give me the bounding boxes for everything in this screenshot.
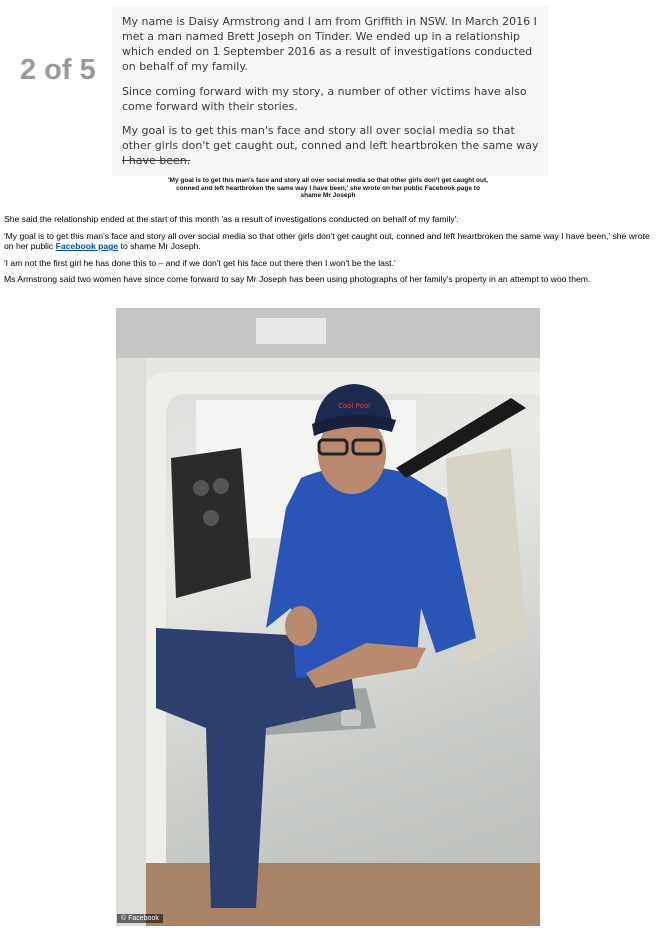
article-paragraph-2-start: 'My goal is to get this man's face and story all over social media so that other girls don't get caught out, conned and left heartbroken the same way I have been,' she wrote on her public <box>4 230 650 252</box>
wristwatch <box>341 710 361 726</box>
thumbs-up-hand <box>285 606 317 646</box>
image-caption: 'My goal is to get this man's face and story all over social media so that other girls don't get caught out, conned and left heartbroken the same way I have been,' she wrote on her public Facebook page to shame Mr Joseph <box>168 177 488 200</box>
post-paragraph-3 <box>122 123 542 168</box>
door-frame-left <box>116 358 146 926</box>
gauge-3 <box>203 510 219 526</box>
post-paragraph-3-main: My goal is to get this man's face and story all over social media so that other girls don't get caught out, conned and left heartbroken the same way <box>122 124 539 152</box>
cap-logo: Cool Pool <box>337 402 371 410</box>
article-photo <box>116 308 540 926</box>
facebook-page-link[interactable]: Facebook page <box>55 241 119 252</box>
article-paragraph-2-end: to shame Mr Joseph. <box>118 241 201 252</box>
facebook-post-screenshot <box>112 6 548 176</box>
article-paragraph-1: She said the relationship ended at the start of this month 'as a result of investigations conducted on behalf of my family'. <box>4 214 459 224</box>
photo-illustration <box>116 308 540 926</box>
hangar-floor <box>146 863 540 926</box>
article-paragraph-4: Ms Armstrong said two women have since come forward to say Mr Joseph has been using photographs of her family's property in an attempt to woo them. <box>4 274 591 285</box>
gauge-2 <box>213 478 229 494</box>
photo-credit: © Facebook <box>117 914 163 923</box>
gauge-1 <box>193 480 209 496</box>
post-paragraph-1: My name is Daisy Armstrong and I am from Griffith in NSW. In March 2016 I met a man named Brett Joseph on Tinder. We ended up in a relationship which ended on 1 September 2016 as a result of investigations conducted on behalf of my family. <box>122 15 537 73</box>
ceiling-light <box>256 318 326 344</box>
post-paragraph-2: Since coming forward with my story, a number of other victims have also come forward with their stories. <box>122 85 527 113</box>
article-body <box>4 214 654 291</box>
gallery-counter: 2 of 5 <box>20 54 96 86</box>
article-paragraph-2 <box>4 231 654 252</box>
article-paragraph-3: 'I am not the first girl he has done this to – and if we don't get his face out there then I won't be the last.' <box>4 257 396 268</box>
post-paragraph-3-struck: I have been. <box>122 154 191 167</box>
